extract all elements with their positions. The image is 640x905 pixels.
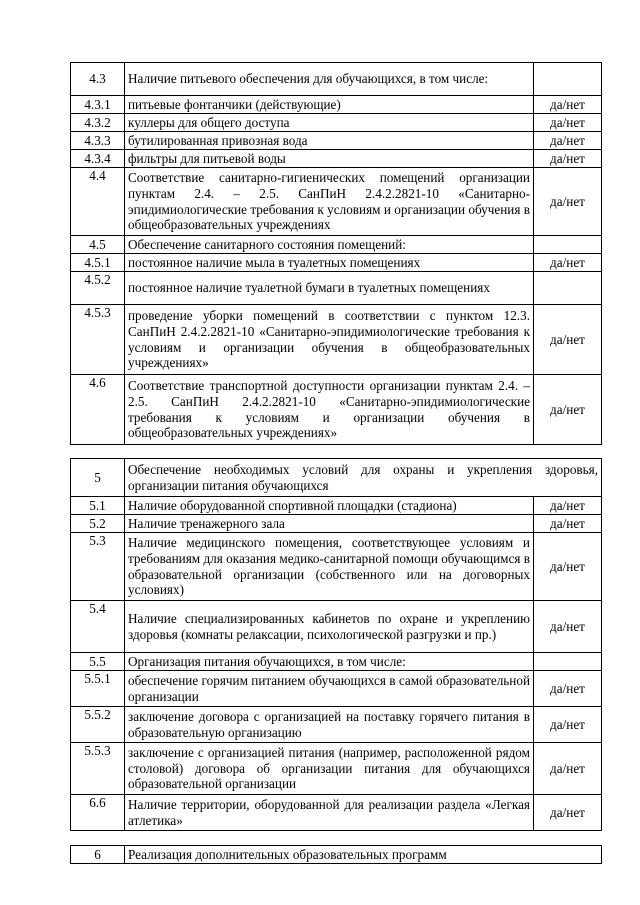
item-value: да/нет [534,671,602,707]
item-number: 4.3.1 [71,96,125,114]
section-title: Обеспечение необходимых условий для охраны и укрепления здоровья, организации питания обучающихся [125,459,602,497]
item-value: да/нет [534,795,602,831]
item-value: да/нет [534,707,602,743]
item-text: фильтры для питьевой воды [125,150,534,168]
table-row [71,150,602,168]
item-text: Наличие специализированных кабинетов по охране и укреплению здоровья (комнаты релаксации, психологической разгрузки и пр.) [125,601,534,653]
criteria-table-section-4 [70,62,602,445]
item-value: да/нет [534,375,602,445]
table-row [71,168,602,236]
table-row [71,653,602,671]
item-number: 5.4 [71,601,125,653]
item-text: куллеры для общего доступа [125,114,534,132]
table-row [71,795,602,831]
item-value: да/нет [534,497,602,515]
item-text: Наличие оборудованной спортивной площадки (стадиона) [125,497,534,515]
table-row [71,305,602,375]
table-row [71,63,602,96]
item-value: да/нет [534,96,602,114]
item-value [534,63,602,96]
table-row [71,96,602,114]
table-row [71,114,602,132]
item-value: да/нет [534,168,602,236]
item-text: проведение уборки помещений в соответствии с пунктом 12.3. СанПиН 2.4.2.2821-10 «Санитарно-эпидимиологические требования к условиям и организации обучения в общеобразовательных учреждениях» [125,305,534,375]
item-value: да/нет [534,114,602,132]
table-row [71,497,602,515]
item-number: 6.6 [71,795,125,831]
table-row [71,515,602,533]
item-value: да/нет [534,132,602,150]
table-row [71,707,602,743]
criteria-table-section-5 [70,458,602,831]
table-row [71,671,602,707]
item-value [534,272,602,305]
item-value: да/нет [534,254,602,272]
item-number: 5.1 [71,497,125,515]
item-number: 5.5.2 [71,707,125,743]
table-row [71,132,602,150]
item-text: Наличие территории, оборудованной для реализации раздела «Легкая атлетика» [125,795,534,831]
item-number: 4.3.2 [71,114,125,132]
table-row [71,272,602,305]
item-value: да/нет [534,515,602,533]
item-text: Соответствие санитарно-гигиенических помещений организации пунктам 2.4. – 2.5. СанПиН 2.4.2.2821-10 «Санитарно-эпидимиологические требования к условиям и организации обучения в общеобразовательных учреждениях [125,168,534,236]
item-text: Наличие питьевого обеспечения для обучающихся, в том числе: [125,63,534,96]
item-text: питьевые фонтанчики (действующие) [125,96,534,114]
item-number: 5.5 [71,653,125,671]
item-value: да/нет [534,743,602,795]
item-value: да/нет [534,601,602,653]
section-header-row [71,846,602,864]
table-row [71,375,602,445]
item-number: 4.5 [71,236,125,254]
item-number: 4.6 [71,375,125,445]
item-number: 4.3 [71,63,125,96]
section-number: 5 [71,459,125,497]
item-number: 4.5.3 [71,305,125,375]
item-text: Соответствие транспортной доступности организации пунктам 2.4. – 2.5. СанПиН 2.4.2.2821-10 «Санитарно-эпидимиологические требования к условиям и организации обучения в общеобразовательных учреждениях» [125,375,534,445]
item-number: 4.3.4 [71,150,125,168]
table-row [71,601,602,653]
table-row [71,533,602,601]
table-row [71,254,602,272]
item-text: Наличие медицинского помещения, соответствующее условиям и требованиям для оказания медико-санитарной помощи обучающимся в образовательной организации (собственного или на договорных условиях) [125,533,534,601]
item-number: 4.3.3 [71,132,125,150]
item-value [534,653,602,671]
item-value: да/нет [534,150,602,168]
item-number: 4.5.1 [71,254,125,272]
table-row [71,236,602,254]
item-text: Наличие тренажерного зала [125,515,534,533]
item-text: Организация питания обучающихся, в том числе: [125,653,534,671]
item-text: постоянное наличие туалетной бумаги в туалетных помещениях [125,272,534,305]
section-number: 6 [71,846,125,864]
item-text: обеспечение горячим питанием обучающихся в самой образовательной организации [125,671,534,707]
item-value: да/нет [534,305,602,375]
item-text: постоянное наличие мыла в туалетных помещениях [125,254,534,272]
item-number: 5.5.1 [71,671,125,707]
item-number: 5.2 [71,515,125,533]
item-number: 5.5.3 [71,743,125,795]
item-value [534,236,602,254]
section-title: Реализация дополнительных образовательных программ [125,846,602,864]
item-value: да/нет [534,533,602,601]
item-number: 4.4 [71,168,125,236]
item-text: Обеспечение санитарного состояния помещений: [125,236,534,254]
section-header-row [71,459,602,497]
item-text: бутилированная привозная вода [125,132,534,150]
table-row [71,743,602,795]
item-number: 4.5.2 [71,272,125,305]
criteria-table-section-6 [70,845,602,864]
item-text: заключение договора с организацией на поставку горячего питания в образовательную организацию [125,707,534,743]
item-number: 5.3 [71,533,125,601]
item-text: заключение с организацией питания (например, расположенной рядом столовой) договора об организации питания для обучающихся образовательной организации [125,743,534,795]
